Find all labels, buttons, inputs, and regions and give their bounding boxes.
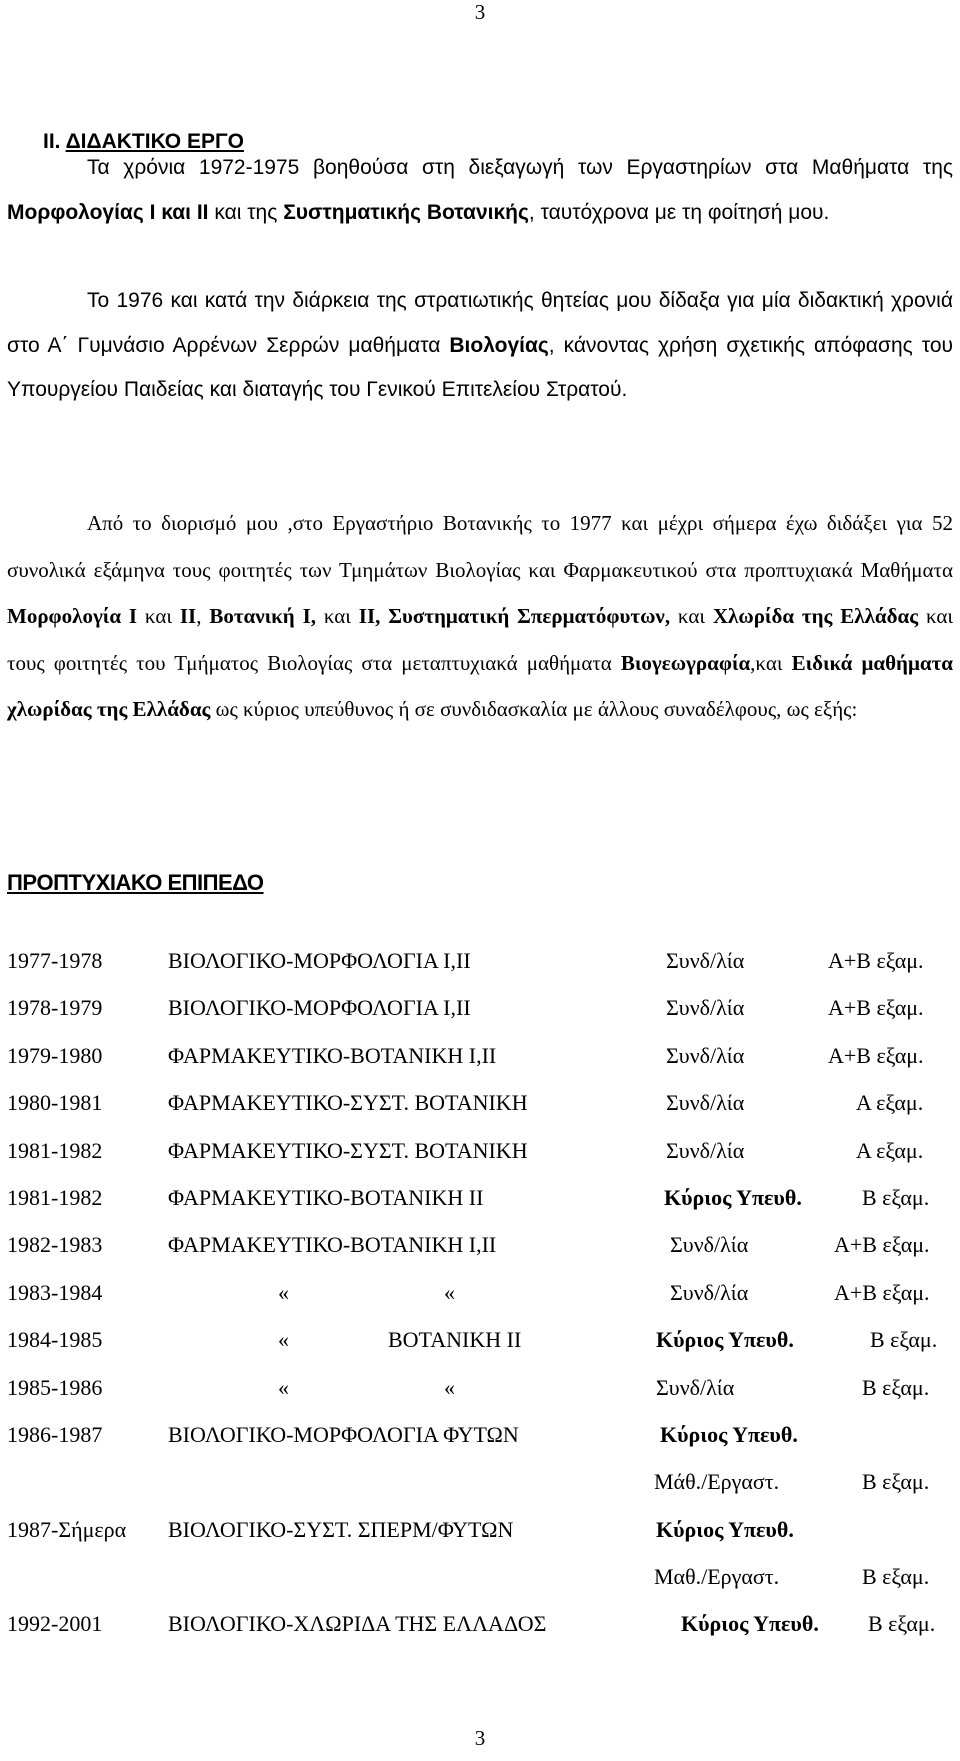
p3-bold-7: Ειδικά μαθήματα χλωρίδας της Ελλάδας: [7, 650, 953, 721]
course-year: 1992-2001: [7, 1611, 103, 1637]
p3-bold-2: ΙΙ: [179, 604, 197, 628]
course-row: [0, 1327, 960, 1374]
p2-text-1: Το 1976 και κατά την διάρκεια της στρατιωτικής θητείας μου δίδαξα για μία διδακτική χρονιά στο Α΄ Γυμνάσιο Αρρένων Σερρών μαθήματα: [7, 289, 953, 357]
course-semester: Α εξαμ.: [856, 1137, 924, 1163]
p3-text-7: ,και: [750, 650, 792, 675]
course-title: ΦΑΡΜΑΚΕΥΤΙΚΟ-ΣΥΣΤ. ΒΟΤΑΝΙΚΗ: [168, 1137, 528, 1163]
course-semester: Α εξαμ.: [856, 1090, 924, 1116]
course-semester: Α+Β εξαμ.: [834, 1232, 930, 1258]
course-semester: Β εξαμ.: [862, 1184, 930, 1210]
course-role: Συνδ/λία: [670, 1279, 749, 1305]
p2-bold-1: Βιολογίας: [449, 333, 549, 357]
course-year: 1982-1983: [7, 1232, 103, 1258]
course-row: [0, 1090, 960, 1137]
section-title: ΔΙΔΑΚΤΙΚΟ ΕΡΓΟ: [65, 130, 244, 153]
course-role: Συνδ/λία: [666, 995, 745, 1021]
p2-text-2: , κάνοντας χρήση σχετικής απόφασης του Υπουργείου Παιδείας και διαταγής του Γενικού Επιτελείου Στρατού.: [7, 333, 953, 402]
course-role: Συνδ/λία: [666, 1090, 745, 1116]
course-year: 1985-1986: [7, 1374, 103, 1400]
ditto-mark: «: [444, 1279, 455, 1305]
p3-bold-6: Βιογεωγραφία: [620, 650, 751, 675]
course-year: 1987-Σήμερα: [7, 1516, 127, 1542]
course-semester: Β εξαμ.: [868, 1611, 936, 1637]
p3-text-2: και: [137, 604, 180, 628]
course-row: [0, 948, 960, 995]
p3-text-8: ως κύριος υπεύθυνος ή σε συνδιδασκαλία με άλλους συναδέλφους, ως εξής:: [210, 697, 858, 721]
ditto-mark: «: [278, 1327, 289, 1353]
course-semester: Α+Β εξαμ.: [828, 948, 924, 973]
p3-bold-4: ΙΙ, Συστηματική Σπερματόφυτων,: [358, 604, 671, 628]
course-role: Συνδ/λία: [666, 1137, 745, 1163]
course-list: [0, 948, 960, 1659]
p1-text-1: Τα χρόνια 1972-1975 βοηθούσα στη διεξαγωγή των Εργαστηρίων στα Μαθήματα της: [87, 156, 953, 179]
p1-bold-1: Μορφολογίας Ι και ΙΙ: [7, 200, 209, 224]
course-role: Συνδ/λία: [666, 1042, 745, 1068]
p3-bold-3: Βοτανική Ι,: [209, 604, 316, 628]
ditto-mark: «: [278, 1374, 289, 1400]
page-number-top: 3: [474, 0, 486, 24]
course-role: Κύριος Υπευθ.: [656, 1516, 794, 1542]
course-title: ΒΙΟΛΟΓΙΚΟ-ΜΟΡΦΟΛΟΓΙΑ ΦΥΤΩΝ: [168, 1421, 519, 1447]
course-role: Κύριος Υπευθ.: [664, 1184, 802, 1210]
p1-text-3: , ταυτόχρονα με τη φοίτησή μου.: [528, 200, 830, 224]
p3-text-5: και: [670, 604, 713, 628]
course-year: 1984-1985: [7, 1327, 103, 1353]
course-title: ΒΙΟΛΟΓΙΚΟ-ΜΟΡΦΟΛΟΓΙΑ Ι,ΙΙ: [168, 995, 471, 1021]
course-row-continuation: [0, 1469, 960, 1516]
course-title: ΦΑΡΜΑΚΕΥΤΙΚΟ-ΒΟΤΑΝΙΚΗ Ι,ΙΙ: [168, 1042, 497, 1068]
p3-text-1: Από το διορισμό μου ,στο Εργαστήριο Βοτανικής το 1977 και μέχρι σήμερα έχω διδάξει για 52 συνολικά εξάμηνα τους φοιτητές των Τμημάτων Βιολογίας και Φαρμακευτικού στα προπτυχιακά Μαθήματα: [7, 511, 953, 582]
course-year: 1980-1981: [7, 1090, 103, 1116]
course-semester: Α+Β εξαμ.: [828, 995, 924, 1021]
p3-text-3: ,: [196, 604, 210, 628]
course-row: [0, 1138, 960, 1185]
course-year: 1981-1982: [7, 1184, 103, 1210]
course-year: 1978-1979: [7, 995, 103, 1021]
course-role: Συνδ/λία: [656, 1374, 735, 1400]
course-row: [0, 995, 960, 1042]
course-row: [0, 1375, 960, 1422]
course-row: [0, 1043, 960, 1090]
course-semester: Β εξαμ.: [862, 1564, 930, 1590]
course-title: ΦΑΡΜΑΚΕΥΤΙΚΟ-ΒΟΤΑΝΙΚΗ Ι,ΙΙ: [168, 1232, 497, 1258]
course-note: Μάθ./Εργαστ.: [654, 1469, 780, 1495]
course-title: ΒΙΟΛΟΓΙΚΟ-ΧΛΩΡΙΔΑ ΤΗΣ ΕΛΛΑΔΟΣ: [168, 1611, 547, 1637]
paragraph-assistant-labs: [7, 146, 953, 235]
course-semester: Β εξαμ.: [870, 1327, 938, 1353]
course-title: ΒΟΤΑΝΙΚΗ ΙΙ: [388, 1327, 522, 1353]
course-year: 1981-1982: [7, 1137, 103, 1163]
course-role: Κύριος Υπευθ.: [681, 1611, 819, 1637]
course-year: 1986-1987: [7, 1421, 103, 1447]
course-row: [0, 1611, 960, 1658]
course-semester: Α+Β εξαμ.: [834, 1279, 930, 1305]
ditto-mark: «: [444, 1374, 455, 1400]
course-role: Κύριος Υπευθ.: [660, 1421, 798, 1447]
course-semester: Β εξαμ.: [862, 1374, 930, 1400]
course-semester: Β εξαμ.: [862, 1469, 930, 1495]
course-semester: Α+Β εξαμ.: [828, 1042, 924, 1068]
course-row: [0, 1280, 960, 1327]
course-year: 1983-1984: [7, 1279, 103, 1305]
course-role: Συνδ/λία: [666, 948, 745, 973]
course-role: Κύριος Υπευθ.: [656, 1327, 794, 1353]
course-role: Συνδ/λία: [670, 1232, 749, 1258]
p3-bold-5: Χλωρίδα της Ελλάδας: [712, 604, 919, 628]
course-title: ΒΙΟΛΟΓΙΚΟ-ΜΟΡΦΟΛΟΓΙΑ Ι,ΙΙ: [168, 948, 471, 973]
subheading-text: ΠΡΟΠΤΥΧΙΑΚΟ ΕΠΙΠΕΔΟ: [7, 870, 264, 895]
page-number-bottom: 3: [474, 1726, 486, 1750]
p3-bold-1: Μορφολογία Ι: [7, 604, 138, 628]
p1-text-2: και της: [208, 200, 284, 224]
paragraph-military-teaching: [7, 279, 953, 413]
course-year: 1977-1978: [7, 948, 103, 973]
p3-text-6: και τους φοιτητές του Τμήματος Βιολογίας στα μεταπτυχιακά μαθήματα: [7, 604, 954, 675]
course-note: Μαθ./Εργαστ.: [654, 1564, 780, 1590]
subheading-undergraduate: [7, 870, 264, 896]
p3-text-4: και: [316, 604, 359, 628]
course-year: 1979-1980: [7, 1042, 103, 1068]
course-title: ΦΑΡΜΑΚΕΥΤΙΚΟ-ΒΟΤΑΝΙΚΗ ΙΙ: [168, 1184, 484, 1210]
course-row: [0, 1422, 960, 1469]
course-title: ΦΑΡΜΑΚΕΥΤΙΚΟ-ΣΥΣΤ. ΒΟΤΑΝΙΚΗ: [168, 1090, 528, 1116]
course-title: ΒΙΟΛΟΓΙΚΟ-ΣΥΣΤ. ΣΠΕΡΜ/ΦΥΤΩΝ: [168, 1516, 514, 1542]
section-numeral: ΙΙ.: [43, 130, 61, 153]
paragraph-university-teaching: [7, 500, 953, 733]
course-row: [0, 1232, 960, 1279]
course-row: [0, 1185, 960, 1232]
ditto-mark: «: [278, 1279, 289, 1305]
course-row: [0, 1517, 960, 1564]
p1-bold-2: Συστηματικής Βοτανικής: [283, 200, 529, 224]
course-row-continuation: [0, 1564, 960, 1611]
